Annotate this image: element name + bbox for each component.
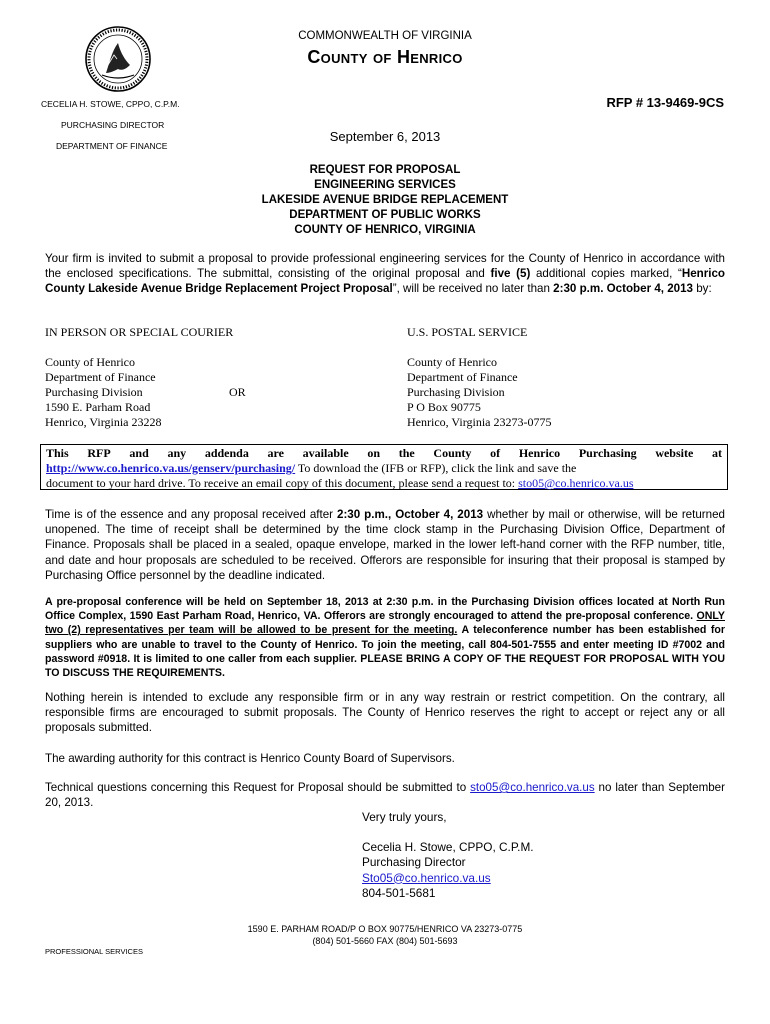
address-line: County of Henrico: [45, 355, 135, 369]
request-email-link[interactable]: sto05@co.henrico.va.us: [518, 476, 634, 490]
signer-email-link[interactable]: Sto05@co.henrico.va.us: [362, 870, 491, 885]
rfp-title-block: [0, 163, 770, 238]
intro-paragraph: Your firm is invited to submit a proposal to provide professional engineering services for the County of Henrico in accordance with the enclosed specifications. The submittal, consisting of the original proposal and five (5) additional copies marked, “Henrico County Lakeside Avenue Bridge Replacement Project Proposal”, will be received no later than 2:30 p.m. October 4, 2013 by:: [45, 252, 726, 296]
title-line: DEPARTMENT OF PUBLIC WORKS: [289, 209, 481, 221]
title-line: ENGINEERING SERVICES: [314, 179, 456, 191]
postal-heading: U.S. POSTAL SERVICE: [407, 325, 528, 339]
website-notice-line1: This RFP and any addenda are available on the County of Henrico Purchasing website at: [46, 446, 722, 460]
closing: Very truly yours,: [362, 810, 447, 824]
commonwealth-heading: COMMONWEALTH OF VIRGINIA: [298, 30, 472, 42]
in-person-address: [45, 355, 161, 430]
nothing-herein-paragraph: Nothing herein is intended to exclude any responsible firm or in any way restrain or restrict competition. On the contrary, all responsible firms are encouraged to submit proposals. The County of Henrico reserves the right to accept or reject any or all proposals submitted.: [45, 691, 725, 735]
address-line: Henrico, Virginia 23273-0775: [407, 415, 552, 429]
address-line: Purchasing Division: [407, 385, 505, 399]
website-notice-line2: http://www.co.henrico.va.us/genserv/purchasing/ To download the (IFB or RFP), click the link and save the: [46, 461, 577, 475]
footer-phones: (804) 501-5660 FAX (804) 501-5693: [312, 936, 458, 946]
website-notice-line3: document to your hard drive. To receive an email copy of this document, please send a request to: sto05@co.henrico.va.us: [46, 476, 634, 490]
title-line: LAKESIDE AVENUE BRIDGE REPLACEMENT: [261, 194, 509, 206]
address-line: 1590 E. Parham Road: [45, 400, 151, 414]
website-notice-box: [40, 444, 728, 490]
director-title: PURCHASING DIRECTOR: [61, 120, 165, 130]
county-heading: COUNTY OF HENRICO: [307, 47, 463, 67]
or-label: OR: [229, 385, 246, 399]
director-name: CECELIA H. STOWE, CPPO, C.P.M.: [41, 99, 180, 109]
technical-email-link[interactable]: sto05@co.henrico.va.us: [470, 781, 595, 794]
rfp-number: RFP # 13-9469-9CS: [606, 95, 724, 110]
address-line: Department of Finance: [407, 370, 518, 384]
footer-address: [0, 923, 770, 947]
title-line: REQUEST FOR PROPOSAL: [309, 164, 461, 176]
signer-name: Cecelia H. Stowe, CPPO, C.P.M.: [362, 840, 534, 854]
in-person-heading: IN PERSON OR SPECIAL COURIER: [45, 325, 234, 339]
address-line: County of Henrico: [407, 355, 497, 369]
postal-address: [407, 355, 551, 430]
address-line: Purchasing Division: [45, 385, 143, 399]
time-paragraph: Time is of the essence and any proposal received after 2:30 p.m., October 4, 2013 whether by mail or otherwise, will be returned unopened. The time of receipt shall be determined by the time clock stamp in the Purchasing Division Office, Department of Finance. Proposals shall be placed in a sealed, opaque envelope, marked in the lower left-hand corner with the RFP number, title, and date and hour proposals are scheduled to be received. Offerors are responsible for insuring that their proposal is stamped by Purchasing Office personnel by the deadline indicated.: [45, 508, 725, 582]
footer-street: 1590 E. PARHAM ROAD/P O BOX 90775/HENRICO VA 23273-0775: [247, 924, 523, 934]
signer-title: Purchasing Director: [362, 855, 466, 870]
signer-phone: 804-501-5681: [362, 885, 436, 900]
awarding-authority-paragraph: The awarding authority for this contract is Henrico County Board of Supervisors.: [45, 752, 455, 765]
technical-questions-paragraph: Technical questions concerning this Request for Proposal should be submitted to sto05@co.henrico.va.us no later than September 20, 2013.: [45, 781, 725, 810]
purchasing-website-link[interactable]: http://www.co.henrico.va.us/genserv/purchasing/: [46, 461, 296, 475]
conference-paragraph: A pre-proposal conference will be held on September 18, 2013 at 2:30 p.m. in the Purchasing Division offices located at North Run Office Complex, 1590 East Parham Road, Henrico, VA. Offerors are strongly encouraged to attend the pre-proposal conference. ONLY two (2) representatives per team will be allowed to be present for the meeting. A teleconference number has been established for suppliers who are unable to travel to the County of Henrico. To join the meeting, call 804-501-7555 and enter meeting ID #7002 and password #0918. It is limited to one caller from each supplier. PLEASE BRING A COPY OF THE REQUEST FOR PROPOSAL WITH YOU TO DISCUSS THE REQUIREMENTS.: [45, 596, 725, 680]
department-label: DEPARTMENT OF FINANCE: [56, 141, 168, 151]
address-line: Henrico, Virginia 23228: [45, 415, 162, 429]
footer-section-label: PROFESSIONAL SERVICES: [45, 947, 143, 956]
address-line: Department of Finance: [45, 370, 156, 384]
signature-block: [362, 840, 534, 901]
address-line: P O Box 90775: [407, 400, 481, 414]
title-line: COUNTY OF HENRICO, VIRGINIA: [294, 224, 476, 236]
letter-date: September 6, 2013: [329, 129, 441, 144]
